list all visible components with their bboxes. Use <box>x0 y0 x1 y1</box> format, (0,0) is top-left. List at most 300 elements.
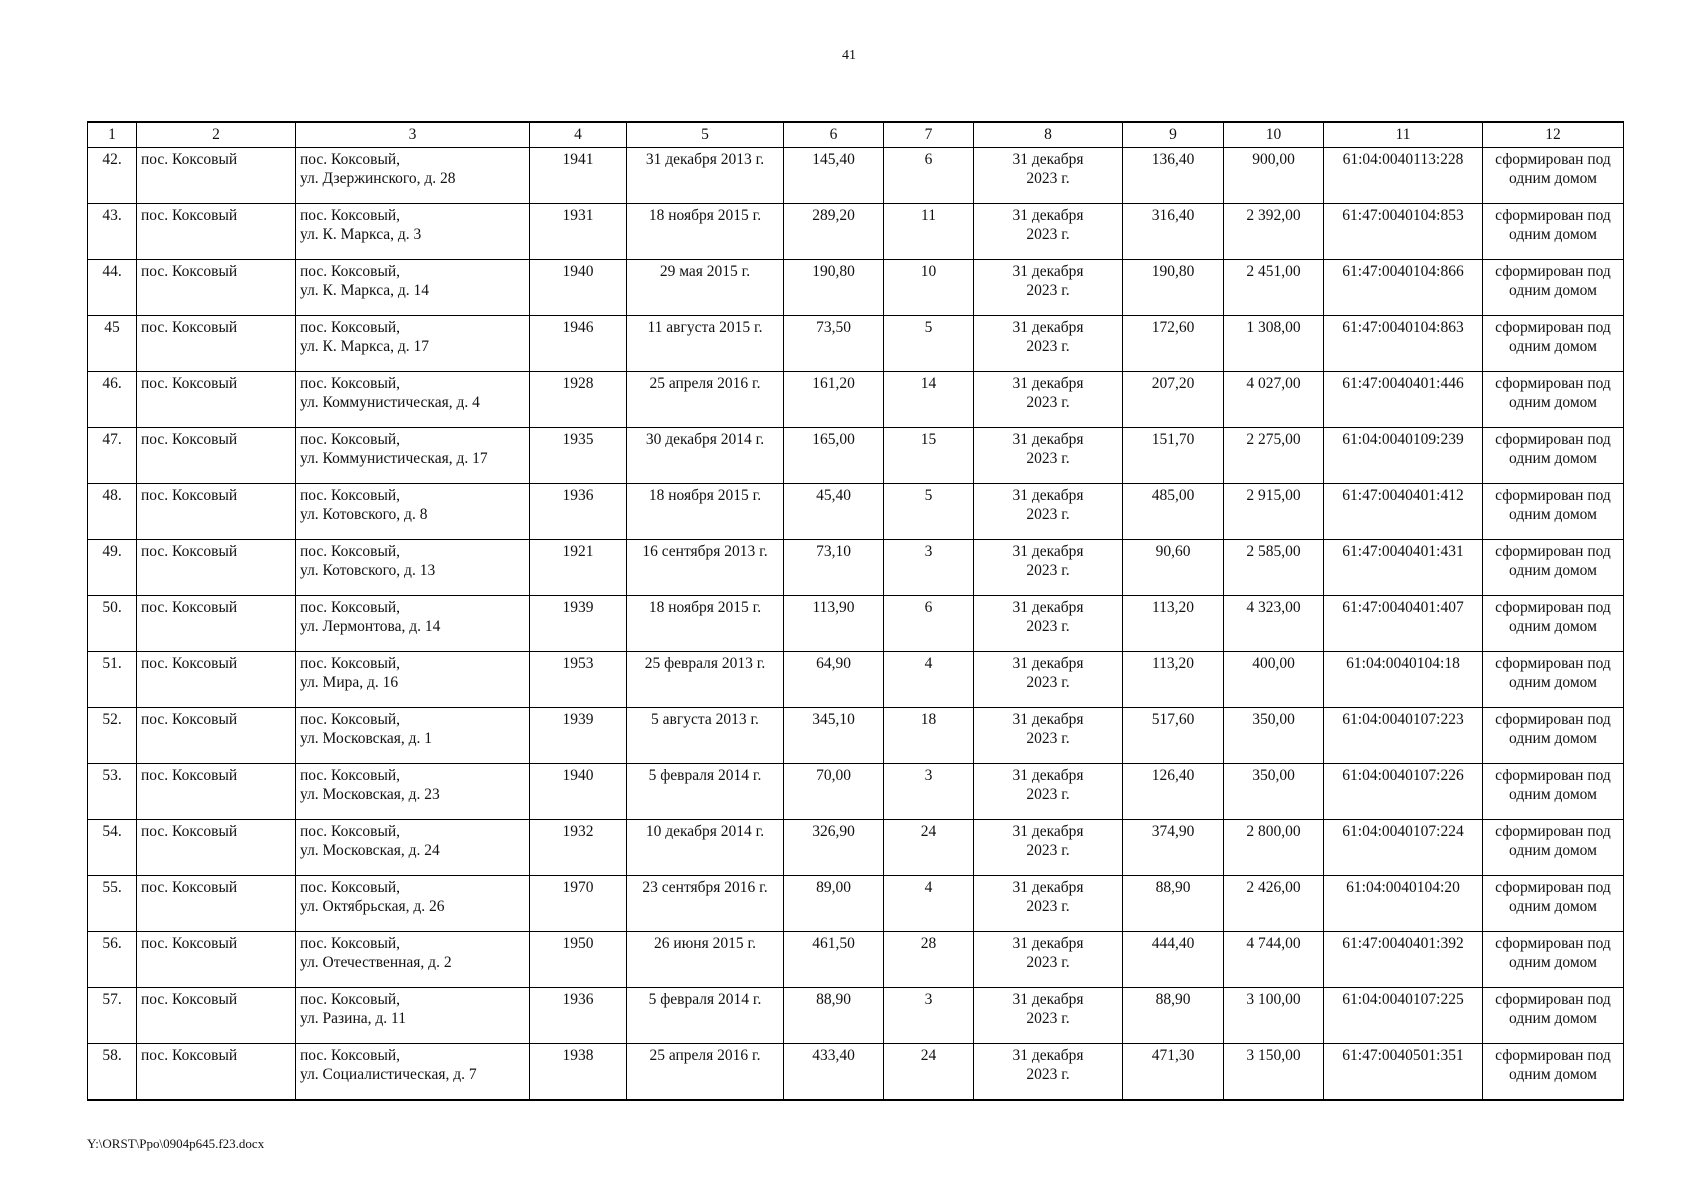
row-number-cell: 51. <box>88 652 137 708</box>
deadline-cell <box>974 428 1123 484</box>
address-line-settlement: пос. Коксовый, <box>300 767 401 784</box>
deadline-cell <box>974 652 1123 708</box>
address-line-settlement: пос. Коксовый, <box>300 599 401 616</box>
address-line-settlement: пос. Коксовый, <box>300 991 401 1008</box>
plot-area-cell: 350,00 <box>1224 708 1324 764</box>
row-number-cell: 55. <box>88 876 137 932</box>
column-number-row <box>88 122 1624 148</box>
row-number-cell: 43. <box>88 204 137 260</box>
area-cell: 145,40 <box>784 148 884 204</box>
file-path-footer: Y:\ORST\Ppo\0904p645.f23.docx <box>87 1136 265 1151</box>
deadline-cell <box>974 708 1123 764</box>
address-cell <box>296 428 530 484</box>
address-line-street: ул. Котовского, д. 13 <box>300 562 436 579</box>
residents-cell: 4 <box>884 876 974 932</box>
cadastral-number-cell: 61:04:0040104:20 <box>1324 876 1483 932</box>
table-row <box>88 708 1624 764</box>
status-cell <box>1483 820 1624 876</box>
area-cell: 89,00 <box>784 876 884 932</box>
year-built-cell: 1928 <box>530 372 627 428</box>
deadline-day-month: 31 декабря <box>1012 487 1084 504</box>
emergency-date-cell: 5 августа 2013 г. <box>627 708 784 764</box>
row-number-cell: 53. <box>88 764 137 820</box>
cadastral-number-cell: 61:04:0040113:228 <box>1324 148 1483 204</box>
residents-cell: 3 <box>884 988 974 1044</box>
area-cell: 165,00 <box>784 428 884 484</box>
status-text: сформирован под одним домом <box>1495 151 1611 187</box>
land-area-cell: 113,20 <box>1123 596 1224 652</box>
settlement-cell: пос. Коксовый <box>137 708 296 764</box>
deadline-day-month: 31 декабря <box>1012 599 1084 616</box>
residents-cell: 18 <box>884 708 974 764</box>
table-row <box>88 484 1624 540</box>
plot-area-cell: 3 100,00 <box>1224 988 1324 1044</box>
address-line-street: ул. Октябрьская, д. 26 <box>300 898 445 915</box>
deadline-year: 2023 г. <box>1026 1066 1070 1083</box>
emergency-date-cell: 11 августа 2015 г. <box>627 316 784 372</box>
deadline-day-month: 31 декабря <box>1012 1047 1084 1064</box>
deadline-day-month: 31 декабря <box>1012 935 1084 952</box>
column-header: 1 <box>88 122 137 148</box>
year-built-cell: 1932 <box>530 820 627 876</box>
cadastral-number-cell: 61:04:0040107:225 <box>1324 988 1483 1044</box>
status-cell <box>1483 260 1624 316</box>
status-text: сформирован под одним домом <box>1495 487 1611 523</box>
table-row <box>88 148 1624 204</box>
status-text: сформирован под одним домом <box>1495 879 1611 915</box>
deadline-cell <box>974 596 1123 652</box>
area-cell: 73,10 <box>784 540 884 596</box>
residents-cell: 24 <box>884 1044 974 1100</box>
plot-area-cell: 4 744,00 <box>1224 932 1324 988</box>
address-cell <box>296 1044 530 1100</box>
deadline-cell <box>974 372 1123 428</box>
address-line-street: ул. Лермонтова, д. 14 <box>300 618 441 635</box>
land-area-cell: 485,00 <box>1123 484 1224 540</box>
table-row <box>88 652 1624 708</box>
deadline-year: 2023 г. <box>1026 898 1070 915</box>
cadastral-number-cell: 61:04:0040107:224 <box>1324 820 1483 876</box>
settlement-cell: пос. Коксовый <box>137 820 296 876</box>
row-number-cell: 46. <box>88 372 137 428</box>
emergency-date-cell: 18 ноября 2015 г. <box>627 484 784 540</box>
row-number-cell: 42. <box>88 148 137 204</box>
column-header: 8 <box>974 122 1123 148</box>
row-number-cell: 57. <box>88 988 137 1044</box>
status-text: сформирован под одним домом <box>1495 599 1611 635</box>
area-cell: 113,90 <box>784 596 884 652</box>
plot-area-cell: 2 426,00 <box>1224 876 1324 932</box>
address-line-street: ул. Коммунистическая, д. 4 <box>300 394 480 411</box>
settlement-cell: пос. Коксовый <box>137 596 296 652</box>
status-cell <box>1483 204 1624 260</box>
status-cell <box>1483 876 1624 932</box>
plot-area-cell: 900,00 <box>1224 148 1324 204</box>
year-built-cell: 1938 <box>530 1044 627 1100</box>
residents-cell: 11 <box>884 204 974 260</box>
cadastral-number-cell: 61:04:0040107:226 <box>1324 764 1483 820</box>
land-area-cell: 374,90 <box>1123 820 1224 876</box>
address-cell <box>296 652 530 708</box>
row-number-cell: 52. <box>88 708 137 764</box>
row-number-cell: 54. <box>88 820 137 876</box>
cadastral-number-cell: 61:47:0040401:446 <box>1324 372 1483 428</box>
table-row <box>88 204 1624 260</box>
deadline-cell <box>974 876 1123 932</box>
status-text: сформирован под одним домом <box>1495 431 1611 467</box>
address-cell <box>296 372 530 428</box>
area-cell: 461,50 <box>784 932 884 988</box>
table-row <box>88 428 1624 484</box>
plot-area-cell: 2 800,00 <box>1224 820 1324 876</box>
status-cell <box>1483 988 1624 1044</box>
status-text: сформирован под одним домом <box>1495 375 1611 411</box>
deadline-day-month: 31 декабря <box>1012 543 1084 560</box>
land-area-cell: 471,30 <box>1123 1044 1224 1100</box>
deadline-day-month: 31 декабря <box>1012 431 1084 448</box>
status-text: сформирован под одним домом <box>1495 711 1611 747</box>
deadline-year: 2023 г. <box>1026 226 1070 243</box>
emergency-date-cell: 31 декабря 2013 г. <box>627 148 784 204</box>
table-row <box>88 372 1624 428</box>
area-cell: 45,40 <box>784 484 884 540</box>
deadline-year: 2023 г. <box>1026 842 1070 859</box>
deadline-year: 2023 г. <box>1026 338 1070 355</box>
residents-cell: 28 <box>884 932 974 988</box>
address-cell <box>296 988 530 1044</box>
settlement-cell: пос. Коксовый <box>137 372 296 428</box>
year-built-cell: 1970 <box>530 876 627 932</box>
settlement-cell: пос. Коксовый <box>137 484 296 540</box>
status-cell <box>1483 708 1624 764</box>
row-number-cell: 49. <box>88 540 137 596</box>
deadline-day-month: 31 декабря <box>1012 767 1084 784</box>
land-area-cell: 126,40 <box>1123 764 1224 820</box>
plot-area-cell: 1 308,00 <box>1224 316 1324 372</box>
deadline-day-month: 31 декабря <box>1012 879 1084 896</box>
row-number-cell: 50. <box>88 596 137 652</box>
status-text: сформирован под одним домом <box>1495 935 1611 971</box>
column-header: 3 <box>296 122 530 148</box>
plot-area-cell: 400,00 <box>1224 652 1324 708</box>
residents-cell: 6 <box>884 148 974 204</box>
address-cell <box>296 540 530 596</box>
land-area-cell: 88,90 <box>1123 988 1224 1044</box>
address-line-settlement: пос. Коксовый, <box>300 263 401 280</box>
row-number-cell: 58. <box>88 1044 137 1100</box>
address-line-street: ул. К. Маркса, д. 14 <box>300 282 430 299</box>
column-header: 2 <box>137 122 296 148</box>
year-built-cell: 1939 <box>530 708 627 764</box>
area-cell: 326,90 <box>784 820 884 876</box>
cadastral-number-cell: 61:47:0040501:351 <box>1324 1044 1483 1100</box>
column-header: 11 <box>1324 122 1483 148</box>
address-line-settlement: пос. Коксовый, <box>300 375 401 392</box>
status-cell <box>1483 1044 1624 1100</box>
plot-area-cell: 2 585,00 <box>1224 540 1324 596</box>
address-line-street: ул. Социалистическая, д. 7 <box>300 1066 477 1083</box>
table-row <box>88 876 1624 932</box>
status-cell <box>1483 316 1624 372</box>
address-line-settlement: пос. Коксовый, <box>300 879 401 896</box>
status-text: сформирован под одним домом <box>1495 543 1611 579</box>
status-cell <box>1483 652 1624 708</box>
land-area-cell: 172,60 <box>1123 316 1224 372</box>
deadline-cell <box>974 1044 1123 1100</box>
deadline-year: 2023 г. <box>1026 450 1070 467</box>
plot-area-cell: 3 150,00 <box>1224 1044 1324 1100</box>
area-cell: 289,20 <box>784 204 884 260</box>
cadastral-number-cell: 61:04:0040104:18 <box>1324 652 1483 708</box>
emergency-date-cell: 25 февраля 2013 г. <box>627 652 784 708</box>
plot-area-cell: 350,00 <box>1224 764 1324 820</box>
land-area-cell: 113,20 <box>1123 652 1224 708</box>
row-number-cell: 45 <box>88 316 137 372</box>
deadline-year: 2023 г. <box>1026 506 1070 523</box>
deadline-cell <box>974 932 1123 988</box>
status-text: сформирован под одним домом <box>1495 991 1611 1027</box>
address-line-street: ул. Дзержинского, д. 28 <box>300 170 456 187</box>
area-cell: 161,20 <box>784 372 884 428</box>
address-line-street: ул. К. Маркса, д. 3 <box>300 226 422 243</box>
address-cell <box>296 260 530 316</box>
year-built-cell: 1940 <box>530 260 627 316</box>
table-row <box>88 932 1624 988</box>
deadline-year: 2023 г. <box>1026 394 1070 411</box>
year-built-cell: 1921 <box>530 540 627 596</box>
address-line-settlement: пос. Коксовый, <box>300 319 401 336</box>
column-header: 9 <box>1123 122 1224 148</box>
status-text: сформирован под одним домом <box>1495 319 1611 355</box>
area-cell: 88,90 <box>784 988 884 1044</box>
row-number-cell: 56. <box>88 932 137 988</box>
deadline-year: 2023 г. <box>1026 786 1070 803</box>
deadline-year: 2023 г. <box>1026 674 1070 691</box>
housing-register-table <box>87 121 1624 1101</box>
settlement-cell: пос. Коксовый <box>137 540 296 596</box>
address-line-settlement: пос. Коксовый, <box>300 151 401 168</box>
deadline-cell <box>974 484 1123 540</box>
emergency-date-cell: 23 сентября 2016 г. <box>627 876 784 932</box>
status-cell <box>1483 596 1624 652</box>
address-cell <box>296 708 530 764</box>
deadline-cell <box>974 764 1123 820</box>
deadline-year: 2023 г. <box>1026 562 1070 579</box>
address-cell <box>296 932 530 988</box>
deadline-day-month: 31 декабря <box>1012 655 1084 672</box>
address-cell <box>296 484 530 540</box>
land-area-cell: 190,80 <box>1123 260 1224 316</box>
deadline-cell <box>974 820 1123 876</box>
page-number: 41 <box>842 48 856 63</box>
emergency-date-cell: 5 февраля 2014 г. <box>627 988 784 1044</box>
settlement-cell: пос. Коксовый <box>137 988 296 1044</box>
year-built-cell: 1936 <box>530 484 627 540</box>
deadline-cell <box>974 204 1123 260</box>
address-line-street: ул. Московская, д. 1 <box>300 730 433 747</box>
cadastral-number-cell: 61:47:0040401:431 <box>1324 540 1483 596</box>
residents-cell: 14 <box>884 372 974 428</box>
status-cell <box>1483 428 1624 484</box>
address-line-settlement: пос. Коксовый, <box>300 711 401 728</box>
area-cell: 64,90 <box>784 652 884 708</box>
address-cell <box>296 204 530 260</box>
address-line-street: ул. К. Маркса, д. 17 <box>300 338 430 355</box>
cadastral-number-cell: 61:04:0040107:223 <box>1324 708 1483 764</box>
address-line-settlement: пос. Коксовый, <box>300 823 401 840</box>
land-area-cell: 444,40 <box>1123 932 1224 988</box>
deadline-cell <box>974 540 1123 596</box>
plot-area-cell: 2 915,00 <box>1224 484 1324 540</box>
deadline-year: 2023 г. <box>1026 1010 1070 1027</box>
address-line-settlement: пос. Коксовый, <box>300 655 401 672</box>
deadline-cell <box>974 260 1123 316</box>
land-area-cell: 88,90 <box>1123 876 1224 932</box>
plot-area-cell: 2 392,00 <box>1224 204 1324 260</box>
deadline-day-month: 31 декабря <box>1012 319 1084 336</box>
row-number-cell: 48. <box>88 484 137 540</box>
emergency-date-cell: 16 сентября 2013 г. <box>627 540 784 596</box>
year-built-cell: 1953 <box>530 652 627 708</box>
settlement-cell: пос. Коксовый <box>137 204 296 260</box>
table-row <box>88 764 1624 820</box>
deadline-year: 2023 г. <box>1026 282 1070 299</box>
table-row <box>88 988 1624 1044</box>
table-row <box>88 260 1624 316</box>
address-line-settlement: пос. Коксовый, <box>300 935 401 952</box>
residents-cell: 3 <box>884 540 974 596</box>
status-cell <box>1483 764 1624 820</box>
area-cell: 73,50 <box>784 316 884 372</box>
address-line-settlement: пос. Коксовый, <box>300 207 401 224</box>
status-text: сформирован под одним домом <box>1495 207 1611 243</box>
status-cell <box>1483 932 1624 988</box>
address-cell <box>296 876 530 932</box>
emergency-date-cell: 5 февраля 2014 г. <box>627 764 784 820</box>
year-built-cell: 1931 <box>530 204 627 260</box>
deadline-cell <box>974 988 1123 1044</box>
settlement-cell: пос. Коксовый <box>137 316 296 372</box>
emergency-date-cell: 29 мая 2015 г. <box>627 260 784 316</box>
emergency-date-cell: 18 ноября 2015 г. <box>627 204 784 260</box>
column-header: 12 <box>1483 122 1624 148</box>
settlement-cell: пос. Коксовый <box>137 876 296 932</box>
emergency-date-cell: 25 апреля 2016 г. <box>627 372 784 428</box>
row-number-cell: 44. <box>88 260 137 316</box>
land-area-cell: 207,20 <box>1123 372 1224 428</box>
settlement-cell: пос. Коксовый <box>137 764 296 820</box>
status-cell <box>1483 484 1624 540</box>
land-area-cell: 136,40 <box>1123 148 1224 204</box>
year-built-cell: 1950 <box>530 932 627 988</box>
area-cell: 345,10 <box>784 708 884 764</box>
column-header: 5 <box>627 122 784 148</box>
residents-cell: 10 <box>884 260 974 316</box>
plot-area-cell: 4 027,00 <box>1224 372 1324 428</box>
emergency-date-cell: 10 декабря 2014 г. <box>627 820 784 876</box>
deadline-day-month: 31 декабря <box>1012 823 1084 840</box>
address-line-settlement: пос. Коксовый, <box>300 487 401 504</box>
residents-cell: 24 <box>884 820 974 876</box>
address-cell <box>296 316 530 372</box>
address-line-street: ул. Коммунистическая, д. 17 <box>300 450 488 467</box>
residents-cell: 15 <box>884 428 974 484</box>
table-row <box>88 316 1624 372</box>
cadastral-number-cell: 61:47:0040104:863 <box>1324 316 1483 372</box>
deadline-year: 2023 г. <box>1026 618 1070 635</box>
settlement-cell: пос. Коксовый <box>137 148 296 204</box>
cadastral-number-cell: 61:47:0040401:412 <box>1324 484 1483 540</box>
settlement-cell: пос. Коксовый <box>137 932 296 988</box>
column-header: 7 <box>884 122 974 148</box>
cadastral-number-cell: 61:47:0040401:392 <box>1324 932 1483 988</box>
land-area-cell: 316,40 <box>1123 204 1224 260</box>
cadastral-number-cell: 61:47:0040104:853 <box>1324 204 1483 260</box>
status-text: сформирован под одним домом <box>1495 263 1611 299</box>
deadline-day-month: 31 декабря <box>1012 375 1084 392</box>
deadline-year: 2023 г. <box>1026 730 1070 747</box>
table-row <box>88 1044 1624 1100</box>
table-row <box>88 820 1624 876</box>
address-line-street: ул. Котовского, д. 8 <box>300 506 428 523</box>
deadline-day-month: 31 декабря <box>1012 991 1084 1008</box>
area-cell: 433,40 <box>784 1044 884 1100</box>
status-cell <box>1483 540 1624 596</box>
settlement-cell: пос. Коксовый <box>137 652 296 708</box>
column-header: 6 <box>784 122 884 148</box>
address-line-settlement: пос. Коксовый, <box>300 543 401 560</box>
settlement-cell: пос. Коксовый <box>137 1044 296 1100</box>
address-cell <box>296 596 530 652</box>
address-line-street: ул. Московская, д. 23 <box>300 786 440 803</box>
year-built-cell: 1940 <box>530 764 627 820</box>
table-row <box>88 596 1624 652</box>
plot-area-cell: 2 275,00 <box>1224 428 1324 484</box>
year-built-cell: 1941 <box>530 148 627 204</box>
address-line-street: ул. Отечественная, д. 2 <box>300 954 452 971</box>
residents-cell: 4 <box>884 652 974 708</box>
address-line-street: ул. Московская, д. 24 <box>300 842 440 859</box>
year-built-cell: 1935 <box>530 428 627 484</box>
column-header: 10 <box>1224 122 1324 148</box>
address-line-settlement: пос. Коксовый, <box>300 431 401 448</box>
address-cell <box>296 148 530 204</box>
address-line-settlement: пос. Коксовый, <box>300 1047 401 1064</box>
deadline-day-month: 31 декабря <box>1012 207 1084 224</box>
deadline-day-month: 31 декабря <box>1012 151 1084 168</box>
deadline-cell <box>974 148 1123 204</box>
land-area-cell: 517,60 <box>1123 708 1224 764</box>
emergency-date-cell: 25 апреля 2016 г. <box>627 1044 784 1100</box>
cadastral-number-cell: 61:47:0040104:866 <box>1324 260 1483 316</box>
row-number-cell: 47. <box>88 428 137 484</box>
residents-cell: 5 <box>884 484 974 540</box>
cadastral-number-cell: 61:47:0040401:407 <box>1324 596 1483 652</box>
address-cell <box>296 764 530 820</box>
year-built-cell: 1936 <box>530 988 627 1044</box>
land-area-cell: 90,60 <box>1123 540 1224 596</box>
deadline-year: 2023 г. <box>1026 170 1070 187</box>
deadline-day-month: 31 декабря <box>1012 263 1084 280</box>
address-line-street: ул. Разина, д. 11 <box>300 1010 406 1027</box>
status-cell <box>1483 148 1624 204</box>
settlement-cell: пос. Коксовый <box>137 428 296 484</box>
emergency-date-cell: 26 июня 2015 г. <box>627 932 784 988</box>
status-text: сформирован под одним домом <box>1495 655 1611 691</box>
column-header: 4 <box>530 122 627 148</box>
residents-cell: 3 <box>884 764 974 820</box>
residents-cell: 5 <box>884 316 974 372</box>
